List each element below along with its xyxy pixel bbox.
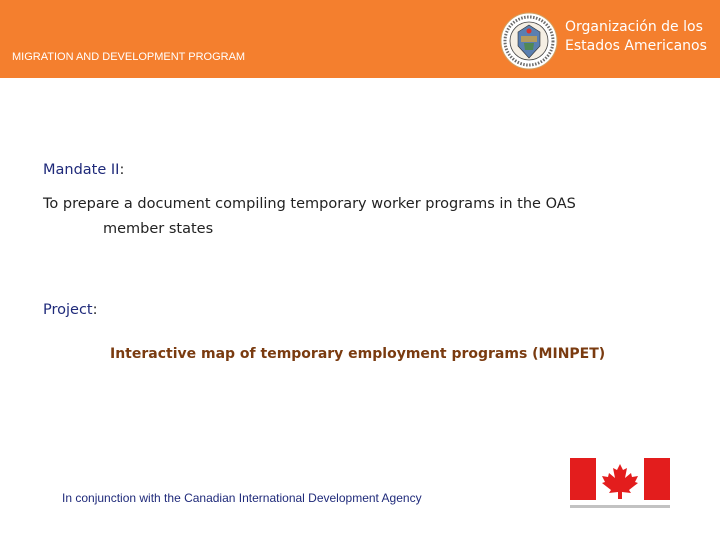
mandate-text-line1: To prepare a document compiling temporary worker programs in the OAS [43, 196, 576, 212]
org-name-line1: Organización de los [565, 19, 703, 35]
oas-seal-icon [500, 12, 558, 70]
footer-note: In conjunction with the Canadian International Development Agency [62, 491, 422, 505]
mandate-label: Mandate II [43, 162, 120, 178]
project-description: Interactive map of temporary employment programs (MINPET) [110, 346, 606, 362]
mandate-description [43, 192, 663, 242]
mandate-text-line2: member states [103, 221, 214, 237]
org-name-line2: Estados Americanos [565, 38, 707, 54]
project-label: Project [43, 302, 93, 318]
program-title: MIGRATION AND DEVELOPMENT PROGRAM [12, 51, 246, 63]
header-bar [0, 0, 720, 78]
org-name [565, 18, 707, 56]
mandate-colon: : [119, 162, 125, 178]
mandate-heading [43, 162, 124, 178]
project-heading [43, 302, 98, 318]
canada-flag-icon [568, 456, 672, 516]
project-colon: : [92, 302, 98, 318]
